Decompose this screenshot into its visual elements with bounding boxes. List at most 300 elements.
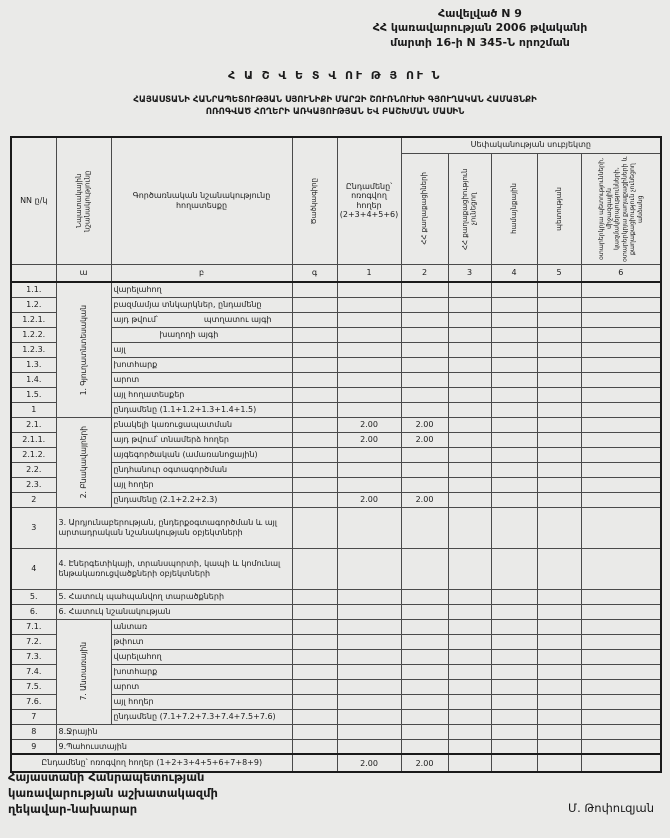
value-cell xyxy=(448,432,491,447)
value-cell xyxy=(537,357,581,372)
value-cell xyxy=(537,282,581,297)
value-cell xyxy=(448,447,491,462)
value-cell xyxy=(401,679,448,694)
value-cell xyxy=(401,604,448,619)
value-cell xyxy=(581,724,661,739)
land-type-cell: այգեգործական (ամառանոցային) xyxy=(111,447,292,462)
row-number-cell: 1.2. xyxy=(11,297,56,312)
code-cell xyxy=(292,619,337,634)
footer-line: ղեկավար-նախարար xyxy=(8,802,138,817)
value-cell xyxy=(448,282,491,297)
value-cell xyxy=(448,402,491,417)
value-cell xyxy=(448,548,491,589)
code-cell xyxy=(292,342,337,357)
value-cell xyxy=(448,462,491,477)
index-cell: ա xyxy=(56,264,111,282)
grand-total-label: Ընդամենը՝ ոռոգվող հողեր (1+2+3+4+5+6+7+8+9) xyxy=(11,754,292,772)
land-type-cell: 5. Հատուկ պահպանվող տարածքների xyxy=(56,589,292,604)
land-type-cell: 4. Էներգետիկայի, տրանսպորտի, կապի և կոմունալ ենթակառուցվածքների օբյեկտների xyxy=(56,548,292,589)
subject-col-header xyxy=(401,153,448,264)
report-subtitle-line: ՈՌՈԳՎԱԾ ՀՈՂԵՐԻ ԱՌԿԱՅՈՒԹՅԱՆ ԵՎ ԲԱՇԽՄԱՆ ՄԱՍԻՆ xyxy=(205,107,465,118)
value-cell xyxy=(491,372,537,387)
value-cell xyxy=(401,342,448,357)
value-cell xyxy=(581,664,661,679)
value-cell xyxy=(401,447,448,462)
row-number-cell: 1.3. xyxy=(11,357,56,372)
row-number-cell: 1.2.1. xyxy=(11,312,56,327)
category-group-label: 7. Անտառային xyxy=(79,642,88,701)
value-cell xyxy=(337,387,401,402)
category-group-cell xyxy=(56,282,111,417)
table-row xyxy=(11,548,661,589)
report-table xyxy=(10,136,662,773)
value-cell xyxy=(337,477,401,492)
code-cell xyxy=(292,492,337,507)
value-cell xyxy=(401,477,448,492)
index-cell: 5 xyxy=(537,264,581,282)
value-cell xyxy=(581,402,661,417)
land-type-cell: այլ հողեր xyxy=(111,694,292,709)
row-number-cell: 3 xyxy=(11,507,56,548)
code-cell xyxy=(292,724,337,739)
value-cell xyxy=(491,507,537,548)
value-cell xyxy=(448,754,491,772)
col-header-code: Ծածկագիրը xyxy=(292,137,337,264)
value-cell xyxy=(491,739,537,754)
value-cell xyxy=(448,372,491,387)
value-cell xyxy=(581,739,661,754)
value-cell xyxy=(581,754,661,772)
value-cell xyxy=(491,462,537,477)
col-header-functional: Գործառնական նշանակությունը հողատեսքը xyxy=(111,137,292,264)
value-cell xyxy=(491,604,537,619)
code-cell xyxy=(292,679,337,694)
code-cell xyxy=(292,589,337,604)
category-group-cell xyxy=(56,619,111,724)
value-cell xyxy=(337,402,401,417)
land-type-cell: անտառ xyxy=(111,619,292,634)
value-cell xyxy=(448,604,491,619)
value-cell xyxy=(448,619,491,634)
value-cell xyxy=(337,709,401,724)
row-number-cell: 1.2.2. xyxy=(11,327,56,342)
value-cell xyxy=(448,679,491,694)
value-cell xyxy=(337,739,401,754)
col-header-purpose: Նպատակային նշանակությունը xyxy=(56,137,111,264)
value-cell xyxy=(581,357,661,372)
index-cell: բ xyxy=(111,264,292,282)
value-cell xyxy=(337,372,401,387)
row-number-cell: 2.2. xyxy=(11,462,56,477)
value-cell xyxy=(337,604,401,619)
value-cell xyxy=(581,604,661,619)
value-cell xyxy=(581,417,661,432)
value-cell xyxy=(537,447,581,462)
value-cell xyxy=(401,387,448,402)
value-cell xyxy=(337,548,401,589)
land-type-cell: այդ թվում՝ տնամերձ հողեր xyxy=(111,432,292,447)
value-cell xyxy=(491,327,537,342)
value-cell xyxy=(581,548,661,589)
value-cell xyxy=(337,462,401,477)
value-cell xyxy=(537,417,581,432)
code-cell xyxy=(292,507,337,548)
row-number-cell: 9 xyxy=(11,739,56,754)
index-cell: գ xyxy=(292,264,337,282)
value-cell xyxy=(491,548,537,589)
value-cell xyxy=(337,342,401,357)
index-cell: 6 xyxy=(581,264,661,282)
value-cell xyxy=(581,619,661,634)
value-cell xyxy=(537,297,581,312)
value-cell xyxy=(401,312,448,327)
value-cell xyxy=(448,342,491,357)
row-number-cell: 7.3. xyxy=(11,649,56,664)
value-cell xyxy=(581,634,661,649)
land-type-cell: ընդամենը (2.1+2.2+2.3) xyxy=(111,492,292,507)
value-cell xyxy=(537,492,581,507)
value-cell xyxy=(537,477,581,492)
code-cell xyxy=(292,739,337,754)
value-cell xyxy=(337,679,401,694)
row-number-cell: 4 xyxy=(11,548,56,589)
value-cell xyxy=(581,387,661,402)
value-cell xyxy=(537,548,581,589)
land-type-cell: բազմամյա տնկարկներ, ընդամենը xyxy=(111,297,292,312)
row-number-cell: 1.4. xyxy=(11,372,56,387)
value-cell xyxy=(448,357,491,372)
land-type-cell xyxy=(111,327,292,342)
value-cell xyxy=(491,694,537,709)
value-cell xyxy=(581,327,661,342)
value-cell xyxy=(401,619,448,634)
table-row xyxy=(11,619,661,634)
value-cell xyxy=(337,507,401,548)
value-cell xyxy=(337,447,401,462)
appendix-block xyxy=(308,7,652,50)
row-number-cell: 1.2.3. xyxy=(11,342,56,357)
value-cell xyxy=(448,739,491,754)
row-number-cell: 7.5. xyxy=(11,679,56,694)
value-cell xyxy=(401,327,448,342)
land-type-cell: այլ հողատեսքեր xyxy=(111,387,292,402)
value-cell xyxy=(491,649,537,664)
value-cell xyxy=(581,447,661,462)
value-cell xyxy=(401,724,448,739)
land-type-cell: այլ հողեր xyxy=(111,477,292,492)
value-cell xyxy=(401,462,448,477)
land-type-cell: արոտ xyxy=(111,372,292,387)
value-cell xyxy=(448,312,491,327)
value-cell xyxy=(448,709,491,724)
value-cell xyxy=(401,634,448,649)
value-cell xyxy=(581,679,661,694)
value-cell xyxy=(337,282,401,297)
row-number-cell: 7.2. xyxy=(11,634,56,649)
code-cell xyxy=(292,694,337,709)
col-header-ownership: Սեփականության սուբյեկտը xyxy=(401,137,661,153)
value-cell xyxy=(581,477,661,492)
value-cell xyxy=(581,589,661,604)
land-type-cell: ընդամենը (7.1+7.2+7.3+7.4+7.5+7.6) xyxy=(111,709,292,724)
value-cell xyxy=(448,649,491,664)
code-cell xyxy=(292,604,337,619)
appendix-line: մարտի 16-ի N 345-Ն որոշման xyxy=(390,35,570,49)
value-cell: 2.00 xyxy=(401,754,448,772)
value-cell xyxy=(491,679,537,694)
value-cell xyxy=(337,619,401,634)
value-cell xyxy=(401,297,448,312)
table-row xyxy=(11,282,661,297)
value-cell xyxy=(401,589,448,604)
report-title: Հ Ա Շ Վ Ե Տ Վ ՈՒ Թ Յ ՈՒ Ն xyxy=(227,69,443,82)
value-cell xyxy=(537,462,581,477)
value-cell xyxy=(401,694,448,709)
value-cell xyxy=(537,387,581,402)
subject-col-header xyxy=(448,153,491,264)
value-cell xyxy=(491,709,537,724)
code-cell xyxy=(292,447,337,462)
row-number-cell: 5. xyxy=(11,589,56,604)
value-cell: 2.00 xyxy=(337,432,401,447)
table-body xyxy=(11,282,661,772)
land-type-cell: բնակելի կառուցապատման xyxy=(111,417,292,432)
land-type-cell: ընդամենը (1.1+1.2+1.3+1.4+1.5) xyxy=(111,402,292,417)
category-group-cell xyxy=(56,417,111,507)
land-type-cell: արոտ xyxy=(111,679,292,694)
value-cell: 2.00 xyxy=(337,492,401,507)
subject-col-header-label: համայնքային xyxy=(509,183,518,234)
value-cell xyxy=(401,664,448,679)
value-cell xyxy=(491,492,537,507)
value-cell xyxy=(581,372,661,387)
row-number-cell: 2 xyxy=(11,492,56,507)
table-row xyxy=(11,604,661,619)
code-cell xyxy=(292,548,337,589)
index-cell: 1 xyxy=(337,264,401,282)
category-group-label: 1. Գյուղատնտեսական xyxy=(79,304,88,395)
row-number-cell: 7 xyxy=(11,709,56,724)
value-cell xyxy=(537,754,581,772)
value-cell xyxy=(337,327,401,342)
value-cell xyxy=(491,297,537,312)
code-cell xyxy=(292,649,337,664)
code-cell xyxy=(292,432,337,447)
row-number-cell: 1.1. xyxy=(11,282,56,297)
code-cell xyxy=(292,387,337,402)
table-row xyxy=(11,739,661,754)
land-type-cell: թփուտ xyxy=(111,634,292,649)
code-cell xyxy=(292,312,337,327)
value-cell xyxy=(537,327,581,342)
land-type-cell: վարելահող xyxy=(111,282,292,297)
value-cell xyxy=(581,507,661,548)
code-cell xyxy=(292,462,337,477)
land-type-text: խաղողի այգի xyxy=(159,329,219,339)
code-cell xyxy=(292,664,337,679)
land-type-text: պտղատու այգի xyxy=(203,314,272,324)
code-cell xyxy=(292,402,337,417)
row-number-cell: 2.1. xyxy=(11,417,56,432)
index-cell xyxy=(11,264,56,282)
value-cell: 2.00 xyxy=(401,492,448,507)
code-cell xyxy=(292,709,337,724)
value-cell xyxy=(537,694,581,709)
land-type-cell: այլ xyxy=(111,342,292,357)
value-cell xyxy=(491,477,537,492)
land-type-cell: խոտհարք xyxy=(111,664,292,679)
row-number-cell: 1.5. xyxy=(11,387,56,402)
signature-name: Մ. Թոփուզյան xyxy=(568,801,654,815)
value-cell xyxy=(448,477,491,492)
value-cell xyxy=(401,357,448,372)
land-type-cell: 8.Ջրային xyxy=(56,724,292,739)
value-cell: 2.00 xyxy=(337,417,401,432)
land-type-text: այդ թվում՝ xyxy=(113,314,158,324)
value-cell xyxy=(448,694,491,709)
index-row xyxy=(11,264,661,282)
code-cell xyxy=(292,634,337,649)
value-cell xyxy=(537,402,581,417)
appendix-line: ՀՀ կառավարության 2006 թվականի xyxy=(372,21,588,35)
subject-col-header xyxy=(491,153,537,264)
row-number-cell: 8 xyxy=(11,724,56,739)
code-cell xyxy=(292,282,337,297)
value-cell xyxy=(491,402,537,417)
value-cell xyxy=(581,694,661,709)
value-cell xyxy=(491,447,537,462)
value-cell xyxy=(491,387,537,402)
land-type-cell: 6. Հատուկ նշանակության xyxy=(56,604,292,619)
value-cell xyxy=(537,589,581,604)
value-cell xyxy=(581,432,661,447)
code-cell xyxy=(292,327,337,342)
value-cell xyxy=(401,739,448,754)
value-cell xyxy=(537,619,581,634)
value-cell xyxy=(581,297,661,312)
value-cell xyxy=(537,724,581,739)
value-cell xyxy=(537,679,581,694)
value-cell xyxy=(448,507,491,548)
value-cell xyxy=(537,604,581,619)
value-cell xyxy=(537,342,581,357)
value-cell xyxy=(581,709,661,724)
index-cell: 4 xyxy=(491,264,537,282)
land-type-cell: ընդհանուր օգտագործման xyxy=(111,462,292,477)
value-cell xyxy=(337,312,401,327)
value-cell xyxy=(491,357,537,372)
appendix-line: Հավելված N 9 xyxy=(438,7,522,20)
col-header-nn: NN ը/կ xyxy=(11,137,56,264)
table-row xyxy=(11,417,661,432)
value-cell xyxy=(537,372,581,387)
row-number-cell: 2.1.2. xyxy=(11,447,56,462)
footer-signatory-block xyxy=(8,769,218,817)
value-cell xyxy=(581,312,661,327)
subject-col-header-label: պետության xyxy=(554,186,563,231)
category-group-label: 2. Բնակավայրերի xyxy=(79,425,88,499)
code-cell xyxy=(292,477,337,492)
value-cell xyxy=(537,709,581,724)
land-type-cell: 9.Պահուստային xyxy=(56,739,292,754)
value-cell xyxy=(401,507,448,548)
value-cell xyxy=(448,492,491,507)
value-cell xyxy=(448,297,491,312)
value-cell xyxy=(401,649,448,664)
value-cell xyxy=(401,402,448,417)
value-cell xyxy=(537,739,581,754)
row-number-cell: 7.6. xyxy=(11,694,56,709)
value-cell xyxy=(337,357,401,372)
value-cell xyxy=(581,282,661,297)
row-number-cell: 6. xyxy=(11,604,56,619)
code-cell xyxy=(292,417,337,432)
value-cell xyxy=(491,432,537,447)
value-cell xyxy=(491,312,537,327)
row-number-cell: 7.4. xyxy=(11,664,56,679)
footer-line: Հայաստանի Հանրապետության xyxy=(8,770,205,784)
index-cell: 3 xyxy=(448,264,491,282)
value-cell xyxy=(448,417,491,432)
row-number-cell: 2.1.1. xyxy=(11,432,56,447)
table-row xyxy=(11,507,661,548)
code-cell xyxy=(292,372,337,387)
value-cell xyxy=(537,634,581,649)
value-cell xyxy=(401,548,448,589)
value-cell xyxy=(491,664,537,679)
table-row xyxy=(11,589,661,604)
value-cell xyxy=(537,432,581,447)
subject-col-header-label: ՀՀ քաղաքացիների xyxy=(420,172,429,245)
row-number-cell: 2.3. xyxy=(11,477,56,492)
value-cell xyxy=(401,372,448,387)
value-cell xyxy=(491,417,537,432)
value-cell xyxy=(337,724,401,739)
value-cell xyxy=(537,664,581,679)
report-subtitle xyxy=(0,94,670,118)
table-row xyxy=(11,724,661,739)
value-cell xyxy=(448,664,491,679)
land-type-cell: վարելահող xyxy=(111,649,292,664)
value-cell xyxy=(448,327,491,342)
code-cell xyxy=(292,297,337,312)
value-cell xyxy=(491,282,537,297)
subject-col-header-label: օտարերկրյա պետությունների, միջազգային կազմակերպությունների, օտարերկրյա քաղաքացիների և քաղաքացիություն չունեցող անձանց xyxy=(597,155,644,262)
value-cell xyxy=(448,724,491,739)
code-cell xyxy=(292,754,337,772)
value-cell xyxy=(448,387,491,402)
value-cell xyxy=(581,342,661,357)
value-cell xyxy=(491,589,537,604)
row-number-cell: 1 xyxy=(11,402,56,417)
code-cell xyxy=(292,357,337,372)
value-cell: 2.00 xyxy=(401,417,448,432)
value-cell xyxy=(581,649,661,664)
value-cell xyxy=(337,589,401,604)
value-cell xyxy=(337,649,401,664)
value-cell xyxy=(537,507,581,548)
value-cell xyxy=(491,619,537,634)
value-cell xyxy=(581,462,661,477)
land-type-cell xyxy=(111,312,292,327)
land-type-cell: խոտհարք xyxy=(111,357,292,372)
subject-col-header xyxy=(581,153,661,264)
land-type-cell: 3. Արդյունաբերության, ընդերքօգտագործման և այլ արտադրական նշանակության օբյեկտների xyxy=(56,507,292,548)
footer-line: կառավարության աշխատակազմի xyxy=(8,786,218,801)
value-cell: 2.00 xyxy=(337,754,401,772)
value-cell xyxy=(491,342,537,357)
subject-col-header-label: ՀՀ քաղաքացիություն չունեցող xyxy=(461,167,478,250)
